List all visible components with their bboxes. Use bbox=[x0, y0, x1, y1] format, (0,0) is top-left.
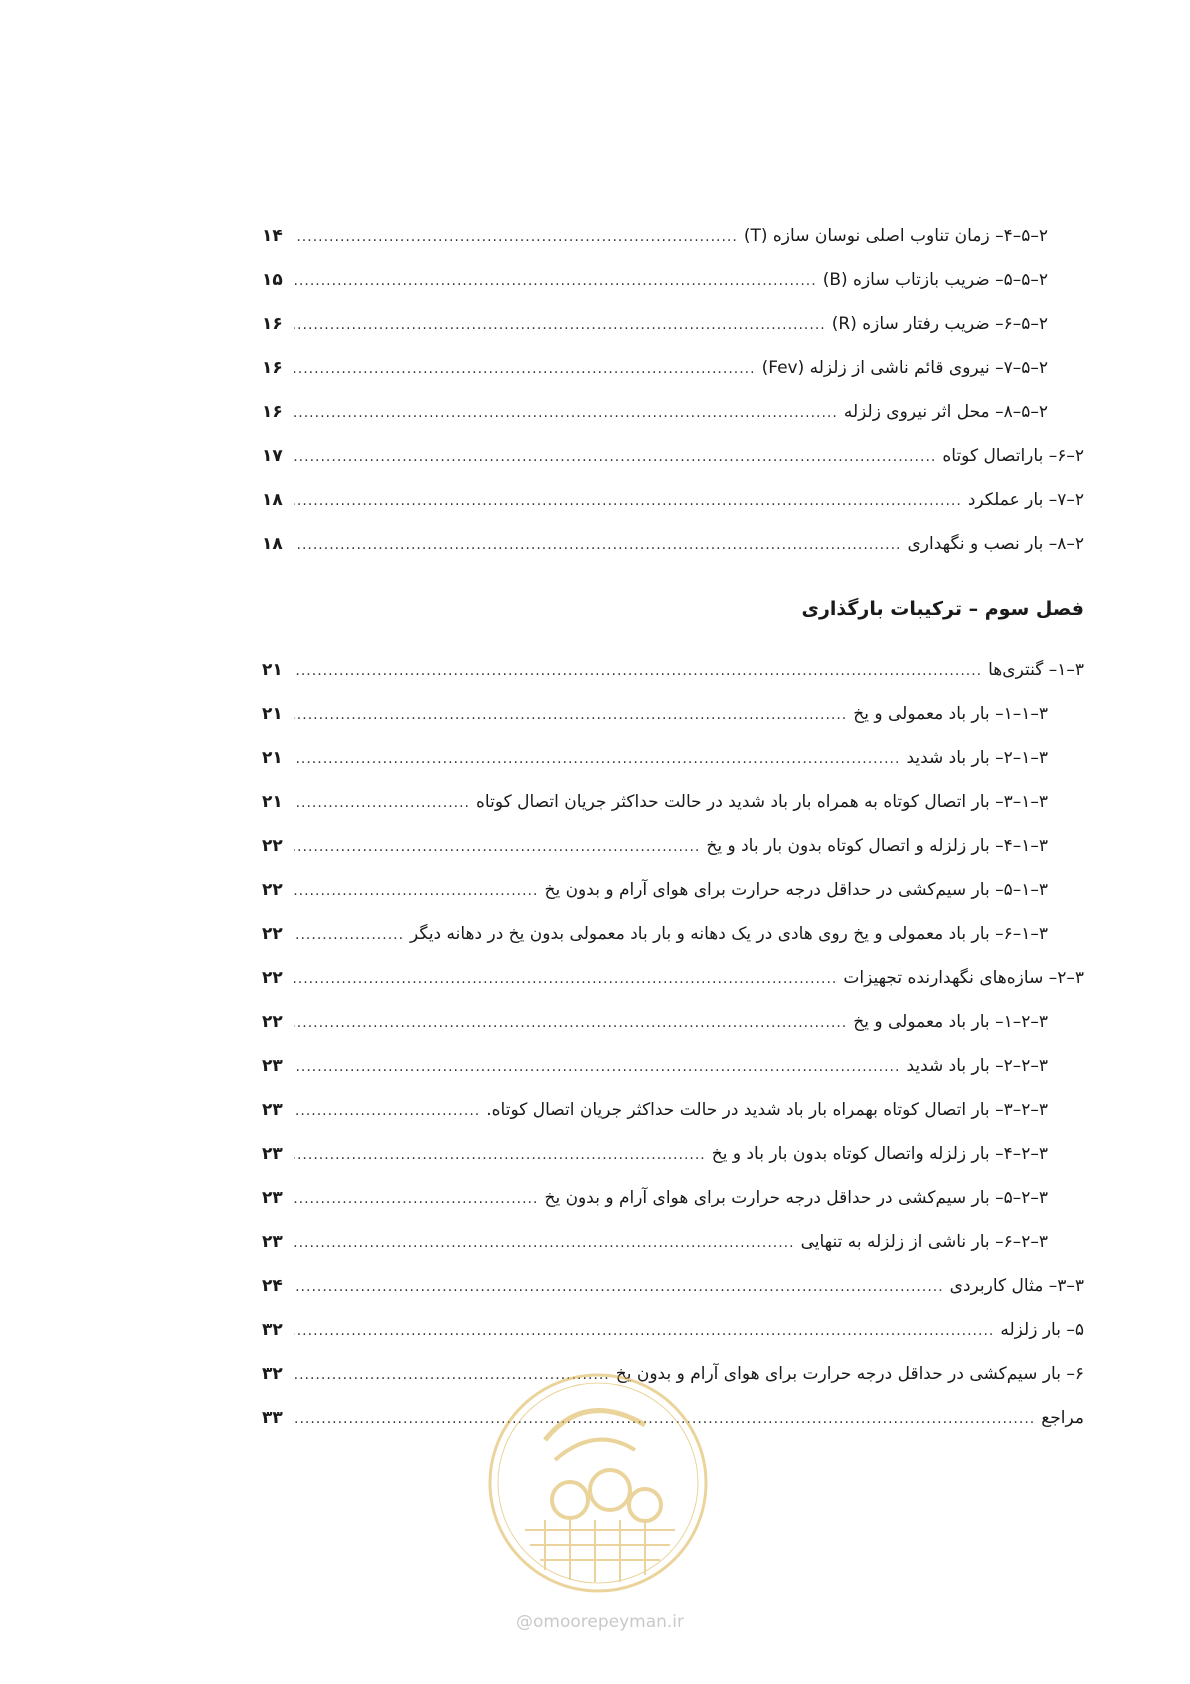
toc-dot-leader bbox=[294, 1045, 900, 1089]
toc-entry-page-number: ۲۲ bbox=[262, 836, 283, 856]
toc-dot-leader bbox=[294, 303, 826, 347]
toc-entry-title: ۲–۵–۸– محل اثر نیروی زلزله bbox=[843, 402, 1048, 422]
toc-entry-page-number: ۲۲ bbox=[262, 1012, 283, 1032]
toc-dot-leader bbox=[294, 391, 838, 435]
toc-dot-leader bbox=[294, 1177, 538, 1221]
toc-entry-page-number: ۲۲ bbox=[262, 880, 283, 900]
toc-entry-title: ۳–۱–۳– بار اتصال کوتاه به همراه بار باد شدید در حالت حداکثر جریان اتصال کوتاه bbox=[476, 792, 1048, 812]
toc-entry-page-number: ۱۵ bbox=[262, 270, 283, 290]
watermark-logo-icon bbox=[485, 1370, 711, 1596]
toc-entry-page-number: ۱۶ bbox=[262, 314, 283, 334]
toc-entry-title: ۳–۲–۳– بار اتصال کوتاه بهمراه بار باد شدید در حالت حداکثر جریان اتصال کوتاه. bbox=[486, 1100, 1048, 1120]
toc-entry-title: ۲–۸– بار نصب و نگهداری bbox=[907, 534, 1084, 554]
toc-entry-title: ۳–۲–۱– بار باد معمولی و یخ bbox=[853, 1012, 1048, 1032]
toc-entry-page-number: ۲۱ bbox=[262, 704, 283, 724]
toc-entry[interactable] bbox=[262, 956, 1084, 1000]
toc-entry[interactable] bbox=[262, 522, 1084, 566]
toc-dot-leader bbox=[294, 869, 538, 913]
toc-dot-leader bbox=[294, 215, 738, 259]
toc-entry[interactable] bbox=[262, 648, 1084, 692]
toc-entry-page-number: ۲۱ bbox=[262, 660, 283, 680]
toc-entry[interactable] bbox=[262, 868, 1084, 912]
toc-entry[interactable] bbox=[262, 692, 1084, 736]
toc-entry-title: ۳–۱–۶– بار باد معمولی و یخ روی هادی در یک دهانه و بار باد معمولی بدون یخ در دهانه دیگر bbox=[410, 924, 1048, 944]
toc-entry-page-number: ۲۲ bbox=[262, 924, 283, 944]
toc-entry[interactable] bbox=[262, 1132, 1084, 1176]
toc-entry-page-number: ۲۳ bbox=[262, 1144, 283, 1164]
toc-entry-title: ۳–۳– مثال کاربردی bbox=[949, 1276, 1084, 1296]
toc-entry-title: مراجع bbox=[1041, 1408, 1084, 1428]
toc-entry[interactable] bbox=[262, 434, 1084, 478]
toc-entry-title: ۲–۵–۶– ضریب رفتار سازه (R) bbox=[831, 314, 1048, 334]
toc-entry[interactable] bbox=[262, 302, 1084, 346]
toc-dot-leader bbox=[294, 957, 837, 1001]
toc-entry-page-number: ۲۳ bbox=[262, 1100, 283, 1120]
toc-entry-title: ۲–۵–۵– ضریب بازتاب سازه (B) bbox=[822, 270, 1048, 290]
toc-dot-leader bbox=[294, 825, 700, 869]
toc-entry-title: ۲–۵–۷– نیروی قائم ناشی از زلزله (Fev) bbox=[761, 358, 1048, 378]
toc-entry-title: ۳–۲–۲– بار باد شدید bbox=[906, 1056, 1048, 1076]
toc-entry-title: ۲–۵–۴– زمان تناوب اصلی نوسان سازه (T) bbox=[743, 226, 1048, 246]
toc-entry-page-number: ۱۷ bbox=[262, 446, 283, 466]
toc-entry-page-number: ۱۸ bbox=[262, 490, 283, 510]
toc-entry[interactable] bbox=[262, 824, 1084, 868]
toc-entry[interactable] bbox=[262, 780, 1084, 824]
toc-dot-leader bbox=[294, 479, 962, 523]
toc-entry[interactable] bbox=[262, 346, 1084, 390]
toc-entry-page-number: ۲۲ bbox=[262, 968, 283, 988]
toc-entry[interactable] bbox=[262, 1000, 1084, 1044]
toc-entry-title: ۳–۱–۴– بار زلزله و اتصال کوتاه بدون بار باد و یخ bbox=[706, 836, 1048, 856]
toc-entry-title: ۳–۱– گنتری‌ها bbox=[988, 660, 1084, 680]
chapter-3-heading: فصل سوم – ترکیبات بارگذاری bbox=[801, 598, 1084, 620]
toc-dot-leader bbox=[294, 347, 756, 391]
toc-entry-title: ۳–۲–۶– بار ناشی از زلزله به تنهایی bbox=[800, 1232, 1048, 1252]
toc-entry[interactable] bbox=[262, 478, 1084, 522]
toc-entry-page-number: ۳۲ bbox=[262, 1364, 283, 1384]
toc-section-3 bbox=[262, 648, 1084, 1440]
toc-entry-title: ۳–۱–۲– بار باد شدید bbox=[906, 748, 1048, 768]
toc-entry[interactable] bbox=[262, 214, 1084, 258]
toc-entry[interactable] bbox=[262, 1088, 1084, 1132]
toc-entry-page-number: ۱۶ bbox=[262, 358, 283, 378]
toc-entry-title: ۳–۲–۴– بار زلزله واتصال کوتاه بدون بار باد و یخ bbox=[711, 1144, 1048, 1164]
toc-entry-title: ۲–۶– باراتصال کوتاه bbox=[942, 446, 1084, 466]
toc-entry[interactable] bbox=[262, 1176, 1084, 1220]
toc-entry-title: ۵– بار زلزله bbox=[1000, 1320, 1084, 1340]
toc-dot-leader bbox=[294, 1309, 994, 1353]
toc-entry-title: ۲–۷– بار عملکرد bbox=[967, 490, 1084, 510]
toc-dot-leader bbox=[294, 523, 901, 567]
toc-entry-title: ۳–۱–۱– بار باد معمولی و یخ bbox=[853, 704, 1048, 724]
toc-entry-page-number: ۲۳ bbox=[262, 1188, 283, 1208]
toc-dot-leader bbox=[294, 737, 900, 781]
toc-dot-leader bbox=[294, 259, 817, 303]
toc-entry-page-number: ۲۳ bbox=[262, 1056, 283, 1076]
toc-dot-leader bbox=[294, 649, 982, 693]
toc-entry-page-number: ۱۴ bbox=[262, 226, 283, 246]
toc-dot-leader bbox=[294, 1089, 480, 1133]
toc-entry-title: ۶– بار سیم‌کشی در حداقل درجه حرارت برای هوای آرام و بدون یخ bbox=[615, 1364, 1084, 1384]
toc-entry[interactable] bbox=[262, 258, 1084, 302]
toc-dot-leader bbox=[294, 1265, 944, 1309]
toc-dot-leader bbox=[294, 435, 936, 479]
toc-entry-page-number: ۲۱ bbox=[262, 792, 283, 812]
toc-entry[interactable] bbox=[262, 1220, 1084, 1264]
watermark-url: @omoorepeyman.ir bbox=[515, 1612, 685, 1632]
toc-dot-leader bbox=[294, 913, 404, 957]
toc-entry-page-number: ۳۳ bbox=[262, 1408, 283, 1428]
toc-entry[interactable] bbox=[262, 390, 1084, 434]
toc-dot-leader bbox=[294, 1221, 795, 1265]
toc-entry-page-number: ۳۲ bbox=[262, 1320, 283, 1340]
toc-dot-leader bbox=[294, 1133, 706, 1177]
toc-entry-page-number: ۲۴ bbox=[262, 1276, 283, 1296]
toc-section-2 bbox=[262, 214, 1084, 566]
toc-entry[interactable] bbox=[262, 1044, 1084, 1088]
toc-entry-page-number: ۱۶ bbox=[262, 402, 283, 422]
toc-dot-leader bbox=[294, 781, 470, 825]
toc-entry-page-number: ۲۱ bbox=[262, 748, 283, 768]
toc-entry[interactable] bbox=[262, 1308, 1084, 1352]
toc-entry-title: ۳–۲–۵– بار سیم‌کشی در حداقل درجه حرارت برای هوای آرام و بدون یخ bbox=[544, 1188, 1048, 1208]
toc-dot-leader bbox=[294, 693, 847, 737]
toc-entry-title: ۳–۲– سازه‌های نگهدارنده تجهیزات bbox=[843, 968, 1084, 988]
toc-entry[interactable] bbox=[262, 736, 1084, 780]
toc-entry[interactable] bbox=[262, 912, 1084, 956]
toc-entry-page-number: ۱۸ bbox=[262, 534, 283, 554]
toc-entry-title: ۳–۱–۵– بار سیم‌کشی در حداقل درجه حرارت برای هوای آرام و بدون یخ bbox=[544, 880, 1048, 900]
toc-dot-leader bbox=[294, 1001, 847, 1045]
toc-entry-page-number: ۲۳ bbox=[262, 1232, 283, 1252]
toc-entry[interactable] bbox=[262, 1264, 1084, 1308]
